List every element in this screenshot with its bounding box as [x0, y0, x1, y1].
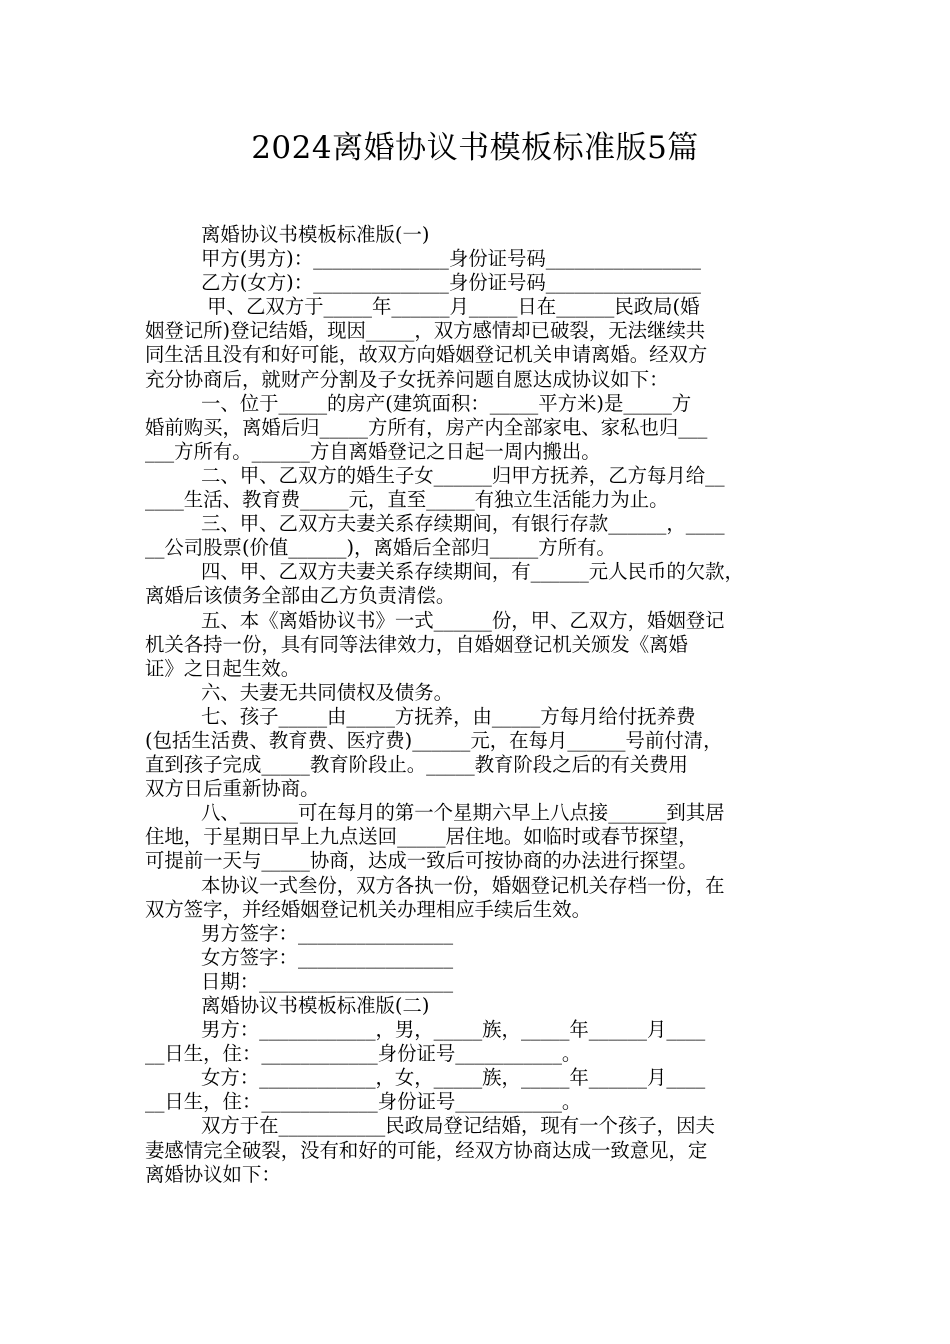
- text-line: 离婚协议如下：: [145, 1162, 281, 1186]
- text-line: 三、甲、乙双方夫妻关系存续期间，有银行存款______，____: [201, 512, 725, 536]
- text-line: 可提前一天与_____协商，达成一致后可按协商的办法进行探望。: [145, 849, 698, 873]
- text-line: 婚前购买，离婚后归_____方所有，房产内全部家电、家私也归___: [145, 415, 708, 439]
- text-line: 双方日后重新协商。: [145, 777, 320, 801]
- text-line: ____生活、教育费_____元，直至_____有独立生活能力为止。: [145, 488, 669, 512]
- text-line: 充分协商后，就财产分割及子女抚养问题自愿达成协议如下：: [145, 367, 669, 391]
- text-line: 乙方(女方)：______________身份证号码________________: [201, 271, 701, 295]
- text-line: 甲、乙双方于_____年______月_____日在______民政局(婚: [201, 295, 700, 319]
- text-line: 同生活且没有和好可能，故双方向婚姻登记机关申请离婚。经双方: [145, 343, 708, 367]
- document-body: [145, 223, 813, 1187]
- text-line: 女方签字：________________: [201, 945, 454, 969]
- text-line: __日生，住：____________身份证号___________。: [145, 1090, 582, 1114]
- text-line: 姻登记所)登记结婚，现因_____，双方感情却已破裂，无法继续共: [145, 319, 706, 343]
- text-line: 五、本《离婚协议书》一式______份，甲、乙双方，婚姻登记: [201, 608, 725, 632]
- text-line: 四、甲、乙双方夫妻关系存续期间，有______元人民币的欠款，: [201, 560, 744, 584]
- text-line: 日期：____________________: [201, 969, 454, 993]
- text-line: (包括生活费、教育费、医疗费)______元，在每月______号前付清，: [145, 728, 723, 752]
- text-line: 机关各持一份，具有同等法律效力，自婚姻登记机关颁发《离婚: [145, 632, 688, 656]
- text-line: 甲方(男方)：______________身份证号码________________: [201, 247, 701, 271]
- text-line: ___方所有。______方自离婚登记之日起一周内搬出。: [145, 439, 601, 463]
- text-line: 妻感情完全破裂，没有和好的可能，经双方协商达成一致意见，定: [145, 1138, 708, 1162]
- text-line: 离婚协议书模板标准版(二): [201, 994, 430, 1017]
- text-line: 住地，于星期日早上九点送回_____居住地。如临时或春节探望，: [145, 825, 698, 849]
- text-line: 双方签字，并经婚姻登记机关办理相应手续后生效。: [145, 897, 591, 921]
- text-line: 女方：____________，女，_____族，_____年______月____: [201, 1066, 706, 1090]
- text-line: 离婚协议书模板标准版(一): [201, 223, 430, 246]
- text-line: 六、夫妻无共同债权及债务。: [201, 680, 454, 704]
- text-line: 证》之日起生效。: [145, 656, 301, 680]
- text-line: 二、甲、乙双方的婚生子女______归甲方抚养，乙方每月给__: [201, 463, 725, 487]
- text-line: 直到孩子完成_____教育阶段止。_____教育阶段之后的有关费用: [145, 753, 688, 777]
- text-line: 男方签字：________________: [201, 921, 454, 945]
- text-line: 八、______可在每月的第一个星期六早上八点接______到其居: [201, 801, 725, 825]
- text-line: __公司股票(价值______)，离婚后全部归_____方所有。: [145, 536, 616, 560]
- text-line: __日生，住：____________身份证号___________。: [145, 1042, 582, 1066]
- text-line: 一、位于_____的房产(建筑面积：_____平方米)是_____方: [201, 391, 692, 415]
- text-line: 本协议一式叁份，双方各执一份，婚姻登记机关存档一份，在: [201, 873, 725, 897]
- document-title: 2024离婚协议书模板标准版5篇: [251, 130, 699, 166]
- text-line: 男方：____________，男，_____族，_____年______月____: [201, 1018, 706, 1042]
- text-line: 离婚后该债务全部由乙方负责清偿。: [145, 584, 456, 608]
- text-line: 七、孩子_____由_____方抚养，由_____方每月给付抚养费: [201, 704, 696, 728]
- text-line: 双方于在___________民政局登记结婚，现有一个孩子，因夫: [201, 1114, 715, 1138]
